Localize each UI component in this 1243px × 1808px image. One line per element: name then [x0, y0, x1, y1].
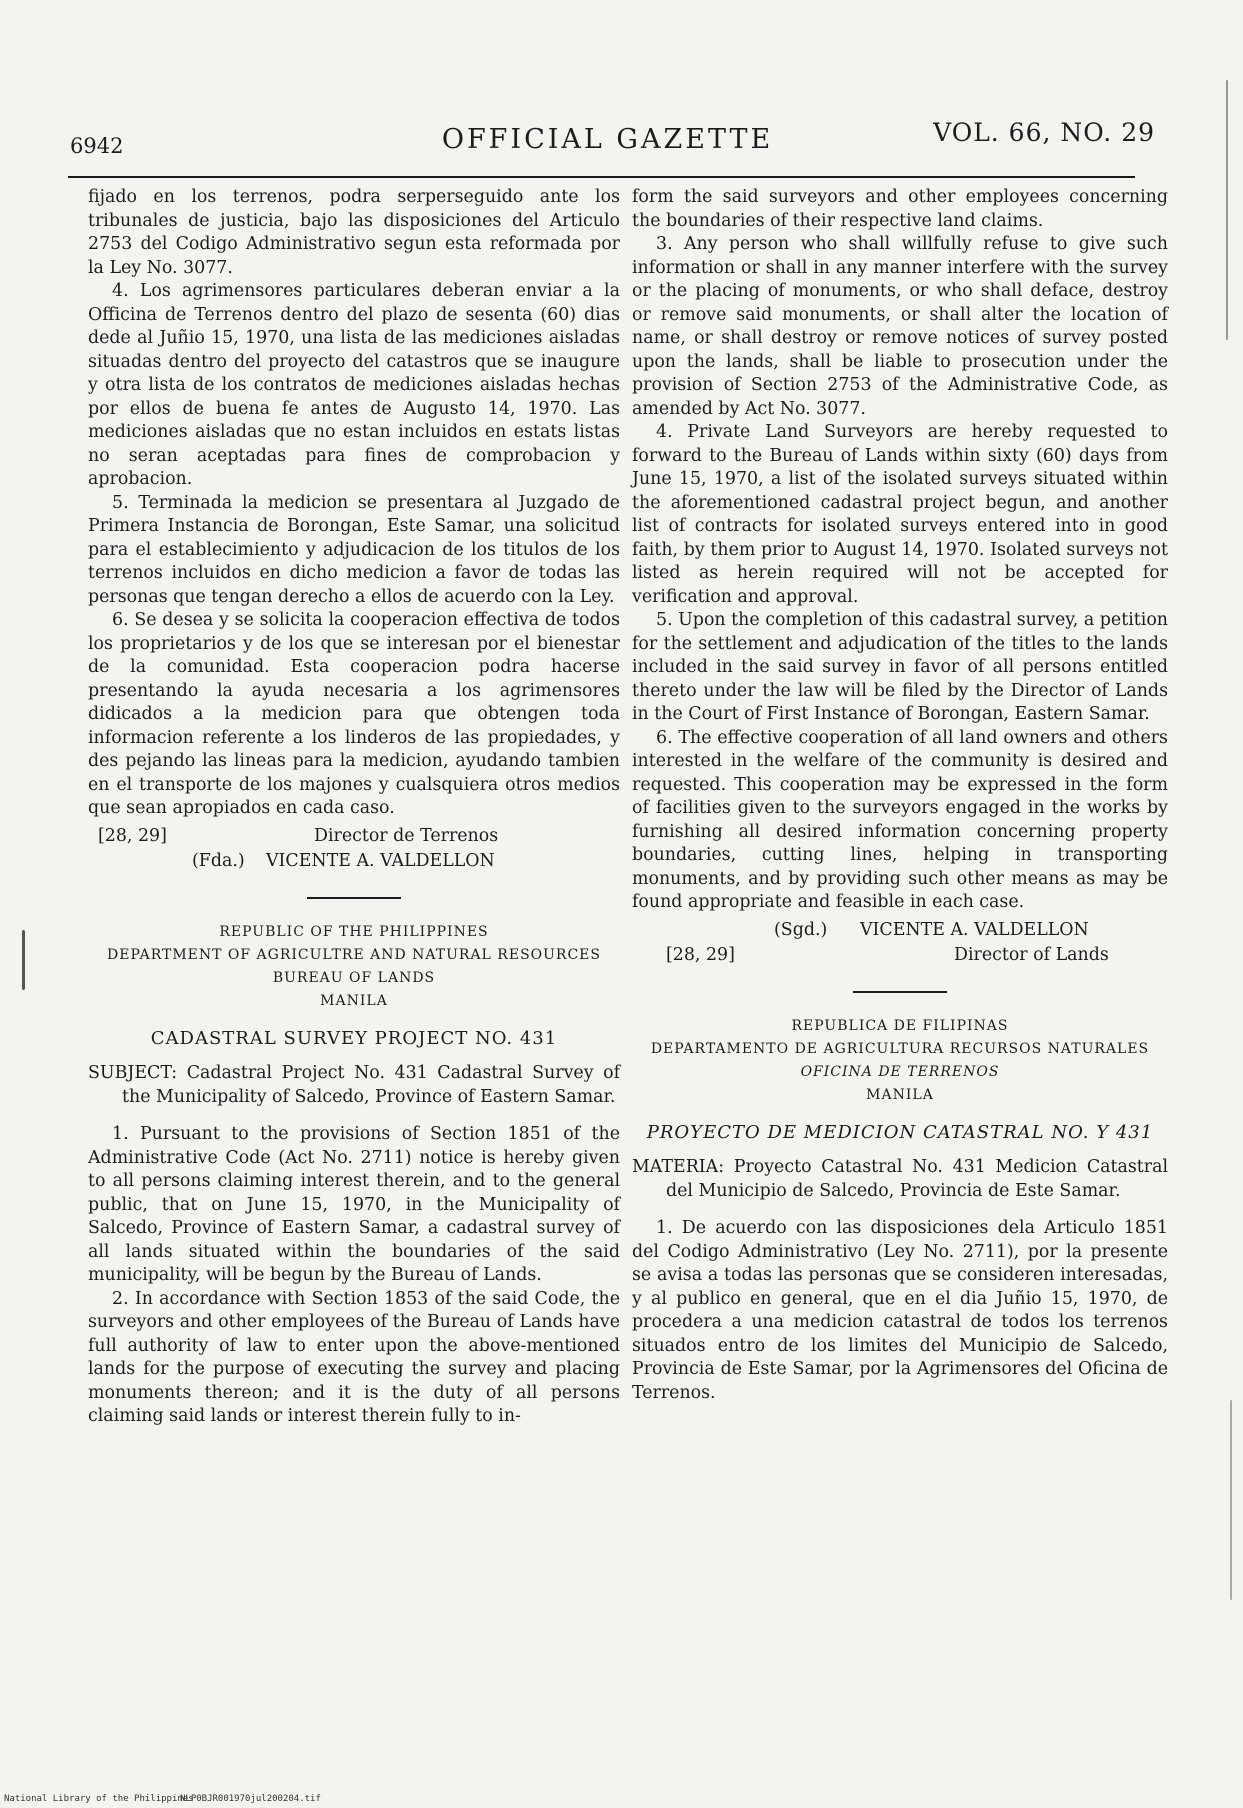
gazette-title: OFFICIAL GAZETTE	[441, 124, 774, 155]
english-para-6: 6. The effective cooperation of all land owners and others interested in the welfare of the community is desired and requested. This cooperation may be expressed in the form of facilities given to the surveyors engaged in the works by furnishing all desired information concerning property boundaries, cutting lines, helping in transporting monuments, and by providing such other means as may be found appropriate and feasible in each case.	[632, 727, 1168, 912]
spanish-para-1: 1. De acuerdo con las disposiciones dela Articulo 1851 del Codigo Administrativo (Ley No. 2711), por la presente se avisa a todas las personas que se consideren interesadas, y al publico en general, que en el dia Juñio 15, 1970, de procedera a una medicion catastral de todos los terrenos situados entro de los limites del Municipio de Salcedo, Provincia de Este Samar, por la Agrimensores del Oficina de Terrenos.	[632, 1218, 1168, 1403]
header-rule	[68, 176, 1135, 178]
subject-label: SUBJECT:	[88, 1063, 178, 1083]
project-title: PROYECTO DE MEDICION CATASTRAL NO. Y 431	[646, 1121, 1154, 1143]
english-para-1: 1. Pursuant to the provisions of Section 1851 of the Administrative Code (Act No. 2711) notice is hereby given to all persons claiming interest therein, and to the general public, that on June 15, 1970, in the Municipality of Salcedo, Province of Eastern Samar, a cadastral survey of all lands situated within the boundaries of the said municipality, will be begun by the Bureau of Lands.	[88, 1124, 620, 1285]
file-identifier: NLP0BJR001970jul200204.tif	[180, 1794, 321, 1804]
spanish-para-4: 4. Los agrimensores particulares deberan enviar a la Officina de Terrenos dentro del plazo de sesenta (60) dias dede al Juñio 15, 1970, una lista de las mediciones aisladas situadas dentro del proyecto del catastros que se inaugure y otra lista de los contratos de mediciones aisladas hechas por ellos de buena fe antes de Augusto 14, 1970. Las mediciones aisladas que no estan incluidos en estats listas no seran aceptadas para fines de comprobacion y aprobacion.	[88, 281, 620, 489]
signed-mark: (Fda.)	[192, 850, 245, 871]
scan-artifact	[1226, 80, 1228, 340]
issue-reference: [28, 29]	[666, 944, 735, 965]
agency-line: DEPARTMENT OF AGRICULTRE AND NATURAL RESOURCES	[107, 946, 601, 963]
library-note: National Library of the Philippines	[4, 1794, 194, 1804]
scan-artifact	[1230, 1400, 1232, 1600]
scan-artifact	[22, 930, 25, 990]
agency-line: REPUBLICA DE FILIPINAS	[791, 1017, 1009, 1034]
spanish-signature-row	[88, 825, 620, 850]
section-divider	[853, 991, 947, 993]
agency-line: BUREAU OF LANDS	[272, 969, 436, 986]
page-number: 6942	[70, 134, 124, 158]
subject-text: Cadastral Project No. 431 Cadastral Survey of the Municipality of Salcedo, Province of Eastern Samar.	[122, 1063, 620, 1107]
signatory-name: VICENTE A. VALDELLON	[860, 919, 1089, 940]
signed-mark: (Sgd.)	[774, 919, 828, 940]
english-para-2: 2. In accordance with Section 1853 of the said Code, the surveyors and other employees of the Bureau of Lands have full authority of law to enter upon the above-mentioned lands for the purpose of executing the survey and placing monuments thereon; and it is the duty of all persons claiming said lands or interest therein fully to in-	[88, 1288, 620, 1426]
issue-reference: [28, 29]	[98, 825, 167, 846]
agency-line: DEPARTAMENTO DE AGRICULTURA RECURSOS NATURALES	[650, 1040, 1150, 1057]
spanish-para-continued: fijado en los terrenos, podra serperseguido ante los tribunales de justicia, bajo las disposiciones del Articulo 2753 del Codigo Administrativo segun esta reformada por la Ley No. 3077.	[88, 187, 620, 278]
spanish-para-6: 6. Se desea y se solicita la cooperacion effectiva de todos los proprietarios y de los que se interesan por el bienestar de la comunidad. Esta cooperacion podra hacerse presentando la ayuda necesaria a los agrimensores didicados a la medicion para que obtengen toda informacion referente a los linderos de las propiedades, y des pejando las lineas para la medicion, ayudando tambien en el transporte de los majones y cualsquiera otros medios que sean apropiados en cada caso.	[88, 610, 620, 818]
agency-line: REPUBLIC OF THE PHILIPPINES	[219, 923, 489, 940]
signatory-title: Director of Lands	[954, 944, 1109, 965]
spanish-para-5: 5. Terminada la medicion se presentara al Juzgado de Primera Instancia de Borongan, Este Samar, una solicitud para el establecimiento y adjudicacion de los titulos de los terrenos incluidos en dicho medicion a favor de todas las personas que tengan derecho a ellos de acuerdo con la Ley.	[88, 492, 620, 607]
english-para-4: 4. Private Land Surveyors are hereby requested to forward to the Bureau of Lands within sixty (60) days from June 15, 1970, a list of the isolated surveys situated within the aforementioned cadastral project begun, and another list of contracts for isolated surveys entered into in good faith, by them prior to August 14, 1970. Isolated surveys not listed as herein required will not be accepted for verification and approval.	[632, 422, 1168, 607]
left-column	[88, 186, 620, 1429]
english-para-continued: form the said surveyors and other employees concerning the boundaries of their respective land claims.	[632, 187, 1168, 231]
page-header	[60, 118, 1155, 158]
english-signature-title-row	[632, 944, 1168, 969]
english-para-5: 5. Upon the completion of this cadastral survey, a petition for the settlement and adjudication of the titles to the lands included in the said survey in favor of all persons entitled thereto under the law will be filed by the Director of Lands in the Court of First Instance of Borongan, Eastern Samar.	[632, 610, 1168, 724]
agency-line: OFICINA DE TERRENOS	[800, 1063, 1000, 1080]
agency-block	[88, 921, 620, 1013]
subject-line	[632, 1156, 1168, 1203]
english-para-3: 3. Any person who shall willfully refuse to give such information or shall in any manner interfere with the survey or the placing of monuments, or who shall deface, destroy or remove said monuments, or shall alter the location of name, or shall destroy or remove notices of survey posted upon the lands, shall be liable to prosecution under the provision of Section 2753 of the Administrative Code, as amended by Act No. 3077.	[632, 234, 1168, 419]
signatory-name: VICENTE A. VALDELLON	[266, 850, 495, 871]
section-divider	[307, 897, 401, 899]
subject-label: MATERIA:	[632, 1157, 725, 1177]
right-column	[632, 186, 1168, 1405]
subject-line	[88, 1062, 620, 1109]
signatory-title: Director de Terrenos	[314, 825, 499, 846]
agency-line: MANILA	[866, 1086, 934, 1103]
subject-text: Proyecto Catastral No. 431 Medicion Catastral del Municipio de Salcedo, Provincia de Este Samar.	[666, 1157, 1169, 1201]
spanish-signature-name-row	[88, 850, 620, 875]
english-signature-row	[632, 919, 1168, 944]
volume-info: VOL. 66, NO. 29	[933, 118, 1155, 147]
project-title: CADASTRAL SURVEY PROJECT NO. 431	[150, 1027, 558, 1049]
agency-line: MANILA	[320, 992, 388, 1009]
agency-block	[632, 1015, 1168, 1107]
